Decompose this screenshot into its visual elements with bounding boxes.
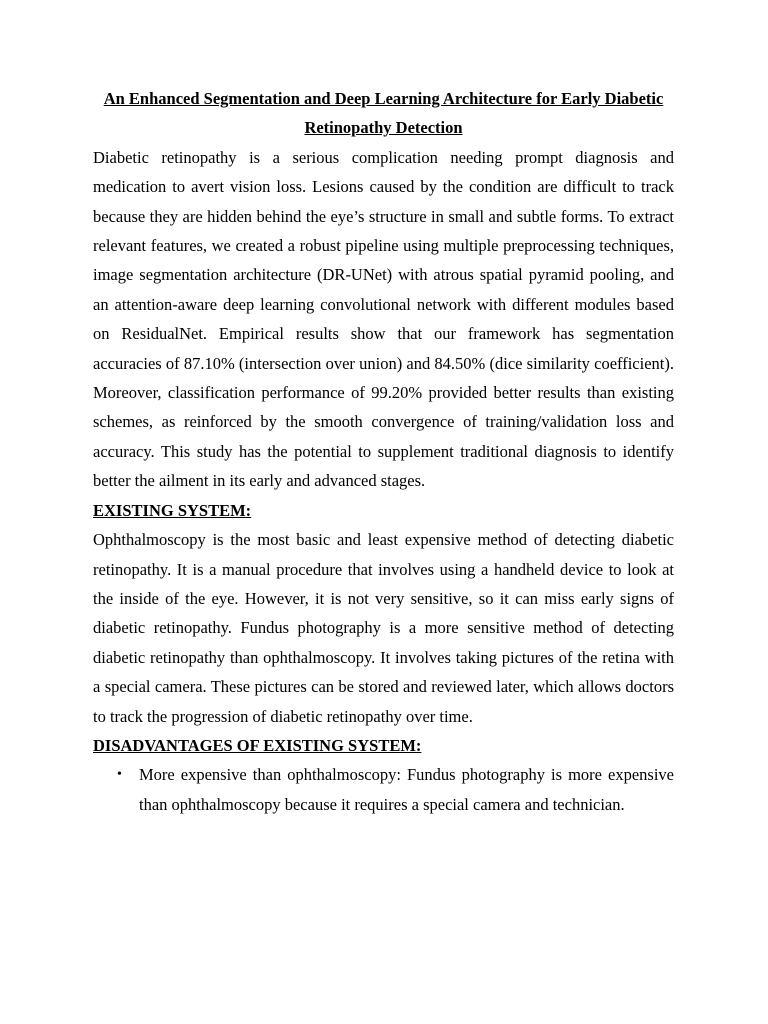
document-title: An Enhanced Segmentation and Deep Learning Architecture for Early Diabetic Retinopathy Detection [103, 89, 664, 138]
bullet-icon: • [117, 767, 122, 783]
list-item [117, 760, 674, 819]
disadvantages-heading: DISADVANTAGES OF EXISTING SYSTEM: [93, 735, 422, 755]
disadvantages-list [93, 760, 674, 819]
abstract-paragraph: Diabetic retinopathy is a serious complication needing prompt diagnosis and medication to avert vision loss. Lesions caused by the condition are difficult to track because they are hidden behind the eye’s structure in small and subtle forms. To extract relevant features, we created a robust pipeline using multiple preprocessing techniques, image segmentation architecture (DR-UNet) with atrous spatial pyramid pooling, and an attention-aware deep learning convolutional network with different modules based on ResidualNet. Empirical results show that our framework has segmentation accuracies of 87.10% (intersection over union) and 84.50% (dice similarity coefficient). Moreover, classification performance of 99.20% provided better results than existing schemes, as reinforced by the smooth convergence of training/validation loss and accuracy. This study has the potential to supplement traditional diagnosis to identify better the ailment in its early and advanced stages. [93, 147, 674, 491]
existing-system-paragraph: Ophthalmoscopy is the most basic and least expensive method of detecting diabetic retinopathy. It is a manual procedure that involves using a handheld device to look at the inside of the eye. However, it is not very sensitive, so it can miss early signs of diabetic retinopathy. Fundus photography is a more sensitive method of detecting diabetic retinopathy than ophthalmoscopy. It involves taking pictures of the retina with a special camera. These pictures can be stored and reviewed later, which allows doctors to track the progression of diabetic retinopathy over time. [93, 530, 674, 726]
list-item-text: More expensive than ophthalmoscopy: Fundus photography is more expensive than ophthalmoscopy because it requires a special camera and technician. [139, 765, 674, 814]
document-page [93, 84, 674, 819]
existing-system-heading: EXISTING SYSTEM: [93, 500, 252, 520]
